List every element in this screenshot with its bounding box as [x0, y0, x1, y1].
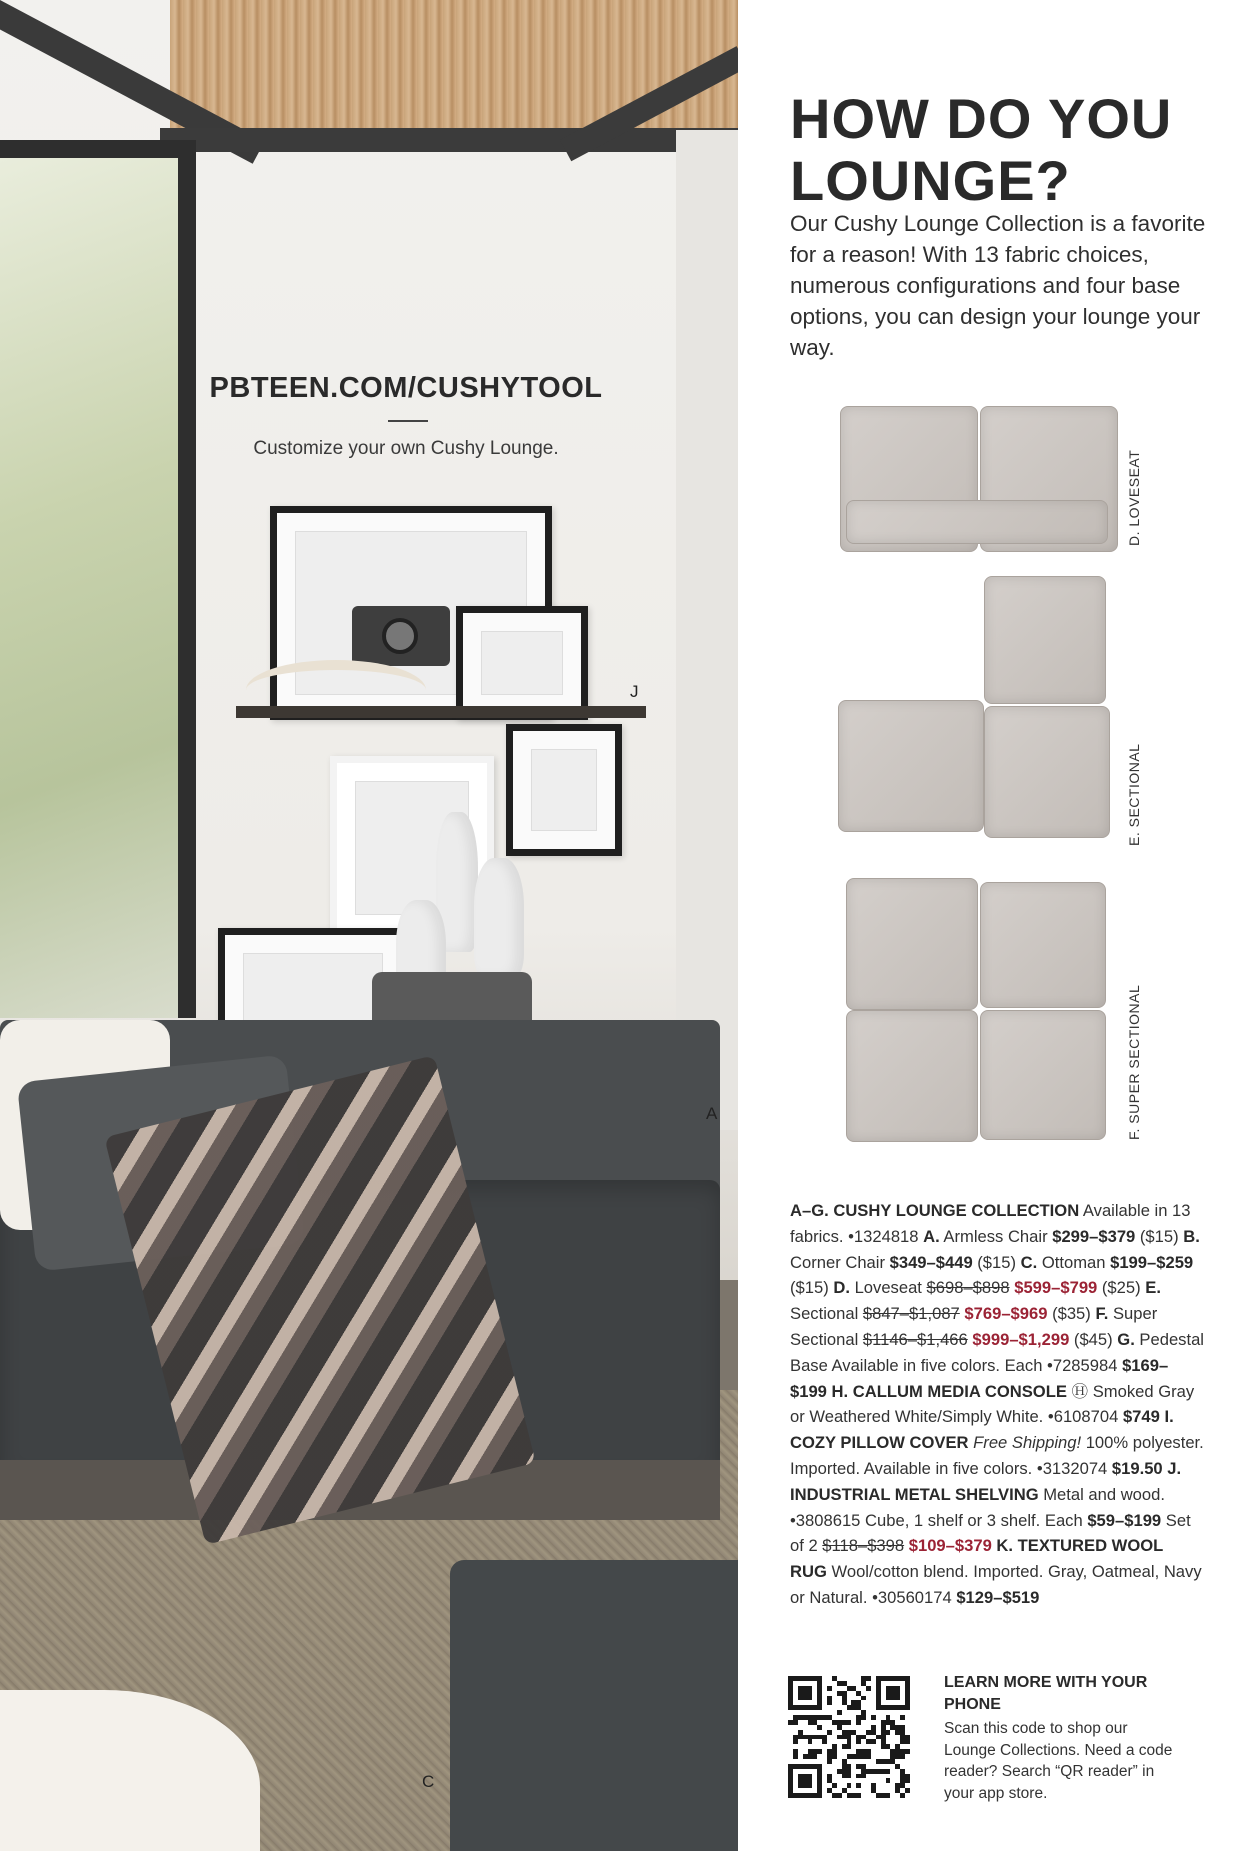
item-d-heading: D.: [833, 1278, 850, 1298]
item-b-heading: B.: [1183, 1226, 1200, 1246]
cushion: [846, 500, 1108, 544]
original-price: $118–$398: [822, 1536, 905, 1556]
qr-code-icon[interactable]: [788, 1676, 910, 1798]
callout-c: C: [422, 1772, 435, 1791]
wall-panel: [676, 130, 738, 1130]
headline-line-2: LOUNGE?: [790, 149, 1071, 212]
item-e-heading: E.: [1145, 1278, 1161, 1298]
collection-heading: A–G. CUSHY LOUNGE COLLECTION: [790, 1201, 1080, 1220]
desc-text: ($45): [1069, 1329, 1118, 1349]
desc-text: Available in 13 fabrics. •1324818: [790, 1201, 1191, 1246]
price: $749: [1122, 1407, 1160, 1427]
price: $349–$449: [889, 1252, 973, 1272]
product-description: [790, 1198, 1204, 1611]
metal-shelf: [236, 706, 646, 718]
cushion: [984, 576, 1106, 704]
item-i-heading: I. COZY PILLOW COVER: [790, 1407, 1174, 1453]
item-a-heading: A.: [923, 1226, 940, 1246]
desc-text: Ottoman: [1037, 1252, 1111, 1272]
desc-text: 100% polyester. Imported. Available in five colors. •3132074: [790, 1433, 1204, 1478]
callout-a: A: [706, 1104, 718, 1123]
cushy-tool-url[interactable]: PBTEEN.COM/CUSHYTOOL: [209, 372, 603, 404]
learn-more-title: LEARN MORE WITH YOUR PHONE: [944, 1674, 1148, 1713]
desc-text: Armless Chair: [939, 1226, 1053, 1246]
desc-text: Loveseat: [849, 1278, 927, 1298]
divider: [388, 420, 428, 422]
desc-text: ($15): [1135, 1226, 1184, 1246]
original-price: $698–$898: [926, 1278, 1010, 1298]
sale-price: $999–$1,299: [972, 1329, 1070, 1349]
desc-text: ($15): [972, 1252, 1021, 1272]
desc-text: Super Sectional: [790, 1304, 1158, 1349]
desc-text: Wool/cotton blend. Imported. Gray, Oatmeal, Navy or Natural. •30560174: [790, 1562, 1202, 1607]
item-c-heading: C.: [1020, 1252, 1038, 1272]
cushion: [980, 1010, 1106, 1140]
desc-text: Sectional: [790, 1304, 863, 1324]
sale-price: $769–$969: [964, 1304, 1048, 1324]
cushion: [838, 700, 984, 832]
desc-text: ($15): [790, 1278, 834, 1298]
desc-text: ($25): [1097, 1278, 1146, 1298]
loveseat-label: D. LOVESEAT: [1126, 449, 1142, 546]
price: $129–$519: [956, 1587, 1040, 1607]
price: $169–$199: [790, 1355, 1169, 1401]
cushion: [980, 882, 1106, 1008]
price: $199–$259: [1110, 1252, 1194, 1272]
picture-frame: [456, 606, 588, 720]
original-price: $847–$1,087: [862, 1304, 960, 1324]
picture-frame: [506, 724, 622, 856]
cushion: [984, 706, 1110, 838]
item-k-heading: K. TEXTURED WOOL RUG: [790, 1536, 1163, 1582]
ceiling-beam: [160, 128, 738, 152]
intro-paragraph: Our Cushy Lounge Collection is a favorite for a reason! With 13 fabric choices, numerous configurations and four base options, you can design your lounge your way.: [790, 211, 1206, 360]
cushion: [846, 878, 978, 1010]
item-h-heading: H. CALLUM MEDIA CONSOLE: [826, 1381, 1067, 1401]
callout-j: J: [630, 682, 639, 701]
price: $19.50: [1111, 1458, 1163, 1478]
original-price: $1146–$1,466: [862, 1329, 968, 1349]
page-headline: [790, 88, 1230, 212]
cushion: [846, 1010, 978, 1142]
camera-decor: [352, 606, 450, 666]
vase: [474, 858, 524, 978]
desc-text: Pedestal Base Available in five colors. Each •7285984: [790, 1329, 1204, 1375]
price: $299–$379: [1052, 1226, 1136, 1246]
desc-text: Corner Chair: [790, 1252, 890, 1272]
item-j-heading: J. INDUSTRIAL METAL SHELVING: [790, 1458, 1182, 1504]
sectional-label: E. SECTIONAL: [1126, 743, 1142, 846]
item-g-heading: G.: [1117, 1329, 1135, 1349]
cushy-tool-caption: Customize your own Cushy Lounge.: [253, 438, 559, 459]
super-sectional-label: F. SUPER SECTIONAL: [1126, 984, 1142, 1140]
sale-price: $599–$799: [1014, 1278, 1098, 1298]
price: $59–$199: [1087, 1510, 1162, 1530]
desc-text: Set of 2: [790, 1510, 1191, 1556]
desc-text: Ⓗ Smoked Gray or Weathered White/Simply White. •6108704: [790, 1381, 1195, 1427]
desc-text: ($35): [1047, 1304, 1096, 1324]
headline-line-1: HOW DO YOU: [790, 87, 1173, 150]
window: [0, 140, 196, 1018]
learn-more-body: Scan this code to shop our Lounge Collections. Need a code reader? Search “QR reader” in your app store.: [944, 1720, 1173, 1802]
free-shipping-note: Free Shipping!: [968, 1433, 1082, 1453]
ottoman: [450, 1560, 738, 1851]
item-f-heading: F.: [1095, 1304, 1109, 1324]
sale-price: $109–$379: [908, 1536, 992, 1556]
desc-text: Metal and wood. •3808615 Cube, 1 shelf or 3 shelf. Each: [790, 1484, 1165, 1530]
